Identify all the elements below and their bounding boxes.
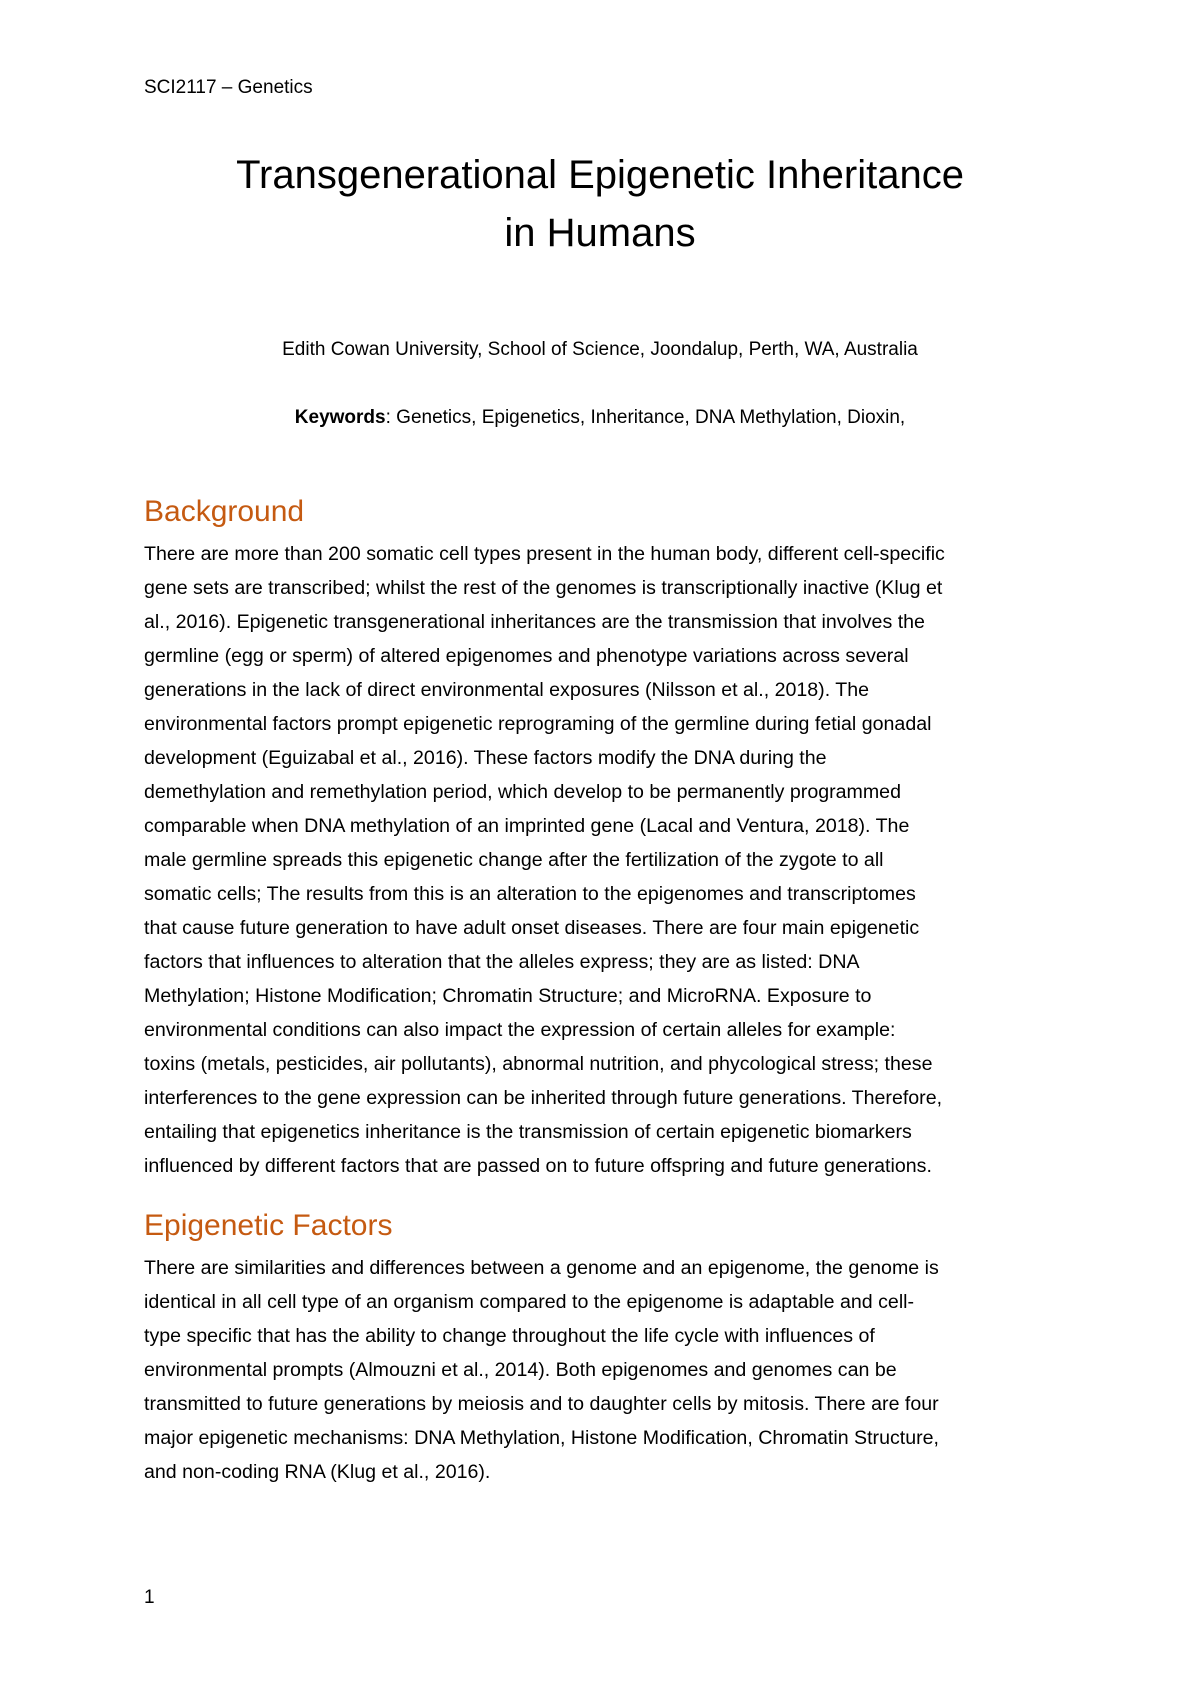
title-line-2: in Humans [504, 211, 696, 255]
paragraph-line: germline (egg or sperm) of altered epigenomes and phenotype variations across several [144, 645, 909, 667]
paragraph-line: environmental prompts (Almouzni et al., 2014). Both epigenomes and genomes can be [144, 1359, 897, 1381]
background-paragraph [144, 537, 1064, 1183]
section-heading-background: Background [144, 495, 305, 528]
epigenetic-factors-paragraph [144, 1251, 1064, 1489]
paragraph-line: entailing that epigenetics inheritance is the transmission of certain epigenetic biomarkers [144, 1121, 912, 1143]
paragraph-line: transmitted to future generations by meiosis and to daughter cells by mitosis. There are four [144, 1393, 939, 1415]
keywords-line [120, 406, 1080, 430]
paragraph-line: interferences to the gene expression can be inherited through future generations. Therefore, [144, 1087, 943, 1109]
paragraph-line: There are similarities and differences between a genome and an epigenome, the genome is [144, 1257, 939, 1279]
paragraph-line: that cause future generation to have adult onset diseases. There are four main epigenetic [144, 917, 920, 939]
paragraph-line: development (Eguizabal et al., 2016). These factors modify the DNA during the [144, 747, 827, 769]
paragraph-line: somatic cells; The results from this is an alteration to the epigenomes and transcriptomes [144, 883, 916, 905]
paragraph-line: type specific that has the ability to change throughout the life cycle with influences of [144, 1325, 875, 1347]
paragraph-line: factors that influences to alteration that the alleles express; they are as listed: DNA [144, 951, 860, 973]
paragraph-line: environmental factors prompt epigenetic reprograming of the germline during fetial gonadal [144, 713, 932, 735]
paragraph-line: environmental conditions can also impact the expression of certain alleles for example: [144, 1019, 896, 1041]
paragraph-line: identical in all cell type of an organism compared to the epigenome is adaptable and cell- [144, 1291, 915, 1313]
page-number: 1 [144, 1587, 155, 1608]
paragraph-line: al., 2016). Epigenetic transgenerational inheritances are the transmission that involves the [144, 611, 925, 633]
paragraph-line: There are more than 200 somatic cell types present in the human body, different cell-specific [144, 543, 945, 565]
keywords-label: Keywords [294, 407, 386, 428]
paragraph-line: demethylation and remethylation period, which develop to be permanently programmed [144, 781, 901, 803]
paragraph-line: comparable when DNA methylation of an imprinted gene (Lacal and Ventura, 2018). The [144, 815, 910, 837]
section-heading-epigenetic-factors: Epigenetic Factors [144, 1209, 393, 1242]
page-header: SCI2117 – Genetics [144, 77, 313, 98]
paragraph-line: toxins (metals, pesticides, air pollutants), abnormal nutrition, and phycological stress; these [144, 1053, 933, 1075]
paragraph-line: major epigenetic mechanisms: DNA Methylation, Histone Modification, Chromatin Structure, [144, 1427, 939, 1449]
title-line-1: Transgenerational Epigenetic Inheritance [236, 153, 964, 197]
paragraph-line: generations in the lack of direct environmental exposures (Nilsson et al., 2018). The [144, 679, 869, 701]
paragraph-line: Methylation; Histone Modification; Chromatin Structure; and MicroRNA. Exposure to [144, 985, 872, 1007]
author-affiliation: Edith Cowan University, School of Science, Joondalup, Perth, WA, Australia [282, 339, 918, 360]
paragraph-line: male germline spreads this epigenetic change after the fertilization of the zygote to all [144, 849, 884, 871]
keywords-values: : Genetics, Epigenetics, Inheritance, DNA Methylation, Dioxin, [385, 407, 906, 428]
paragraph-line: and non-coding RNA (Klug et al., 2016). [144, 1461, 491, 1483]
document-title [120, 146, 1080, 262]
paragraph-line: influenced by different factors that are passed on to future offspring and future generations. [144, 1155, 932, 1177]
paragraph-line: gene sets are transcribed; whilst the rest of the genomes is transcriptionally inactive (Klug et [144, 577, 943, 599]
